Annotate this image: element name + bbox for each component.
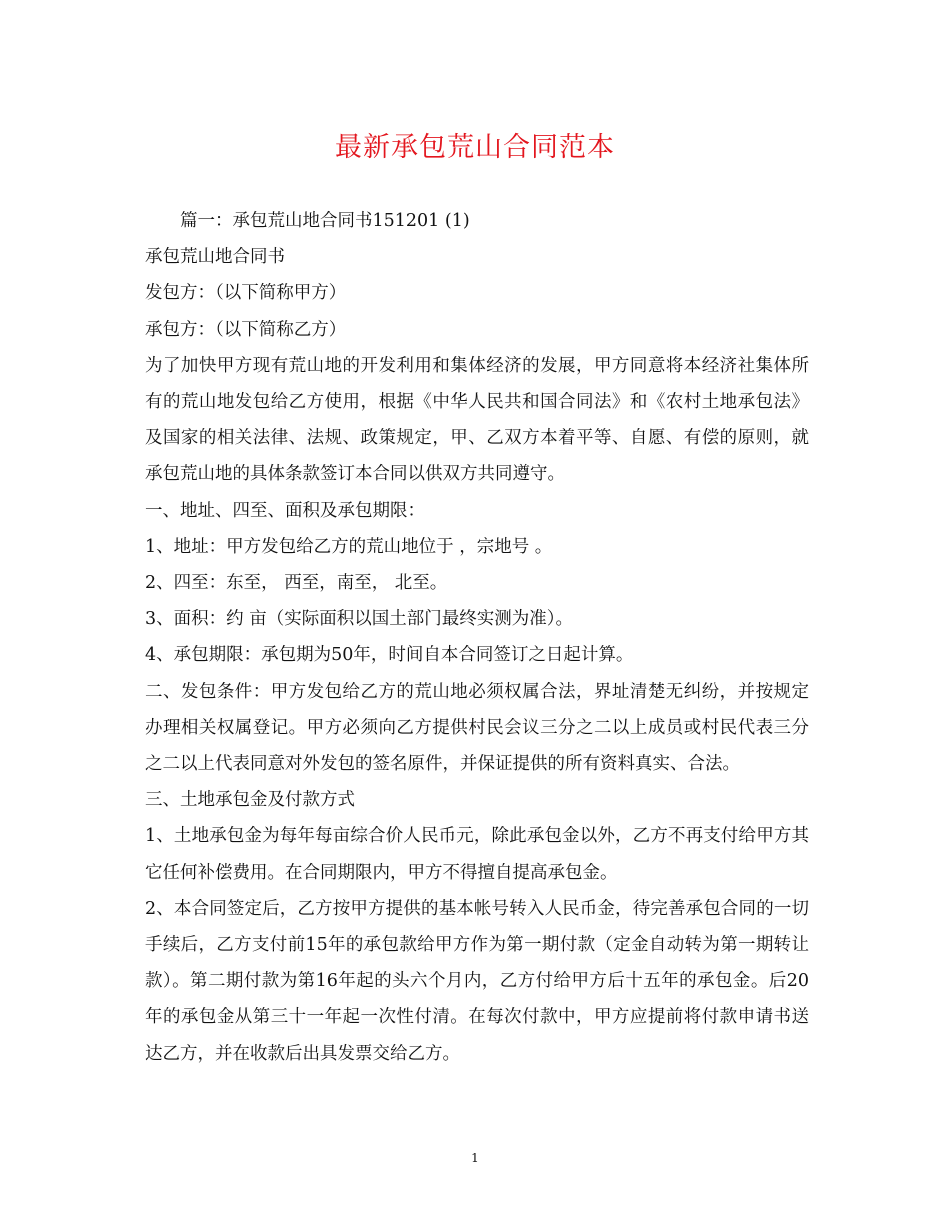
clause-payment-1: 1、土地承包金为每年每亩综合价人民币元，除此承包金以外，乙方不再支付给甲方其它任何补偿费用。在合同期限内，甲方不得擅自提高承包金。	[145, 826, 809, 883]
document-title: 最新承包荒山合同范本	[335, 132, 615, 163]
party-b-line: 承包方：（以下简称乙方）	[145, 319, 347, 340]
clause-boundaries: 2、四至：东至， 西至，南至， 北至。	[145, 573, 448, 594]
page-number: 1	[471, 1151, 479, 1165]
contract-title: 承包荒山地合同书	[145, 247, 285, 268]
clause-heading-location: 一、地址、四至、面积及承包期限：	[145, 500, 425, 521]
clause-area: 3、面积：约 亩（实际面积以国土部门最终实测为准）。	[145, 609, 573, 630]
clause-heading-payment: 三、土地承包金及付款方式	[145, 790, 355, 811]
clause-term: 4、承包期限：承包期为50年，时间自本合同签订之日起计算。	[145, 645, 634, 666]
clause-address: 1、地址：甲方发包给乙方的荒山地位于 ，宗地号 。	[145, 536, 553, 557]
document-body	[145, 203, 809, 1072]
clause-payment-2: 2、本合同签定后，乙方按甲方提供的基本帐号转入人民币金，待完善承包合同的一切手续后，乙方支付前15年的承包款给甲方作为第一期付款（定金自动转为第一期转让款）。第二期付款为第16年起的头六个月内，乙方付给甲方后十五年的承包金。后20年的承包金从第三十一年起一次性付清。在每次付款中，甲方应提前将付款申请书送达乙方，并在收款后出具发票交给乙方。	[145, 898, 809, 1064]
clause-conditions: 二、发包条件：甲方发包给乙方的荒山地必须权属合法，界址清楚无纠纷，并按规定办理相关权属登记。甲方必须向乙方提供村民会议三分之二以上成员或村民代表三分之二以上代表同意对外发包的签名原件，并保证提供的所有资料真实、合法。	[145, 681, 809, 775]
preamble-paragraph: 为了加快甲方现有荒山地的开发利用和集体经济的发展，甲方同意将本经济社集体所有的荒山地发包给乙方使用，根据《中华人民共和国合同法》和《农村土地承包法》及国家的相关法律、法规、政策规定，甲、乙双方本着平等、自愿、有偿的原则，就承包荒山地的具体条款签订本合同以供双方共同遵守。	[145, 355, 809, 485]
section-heading-part-one: 篇一：承包荒山地合同书151201 (1)	[180, 211, 470, 231]
party-a-line: 发包方：（以下简称甲方）	[145, 283, 347, 304]
